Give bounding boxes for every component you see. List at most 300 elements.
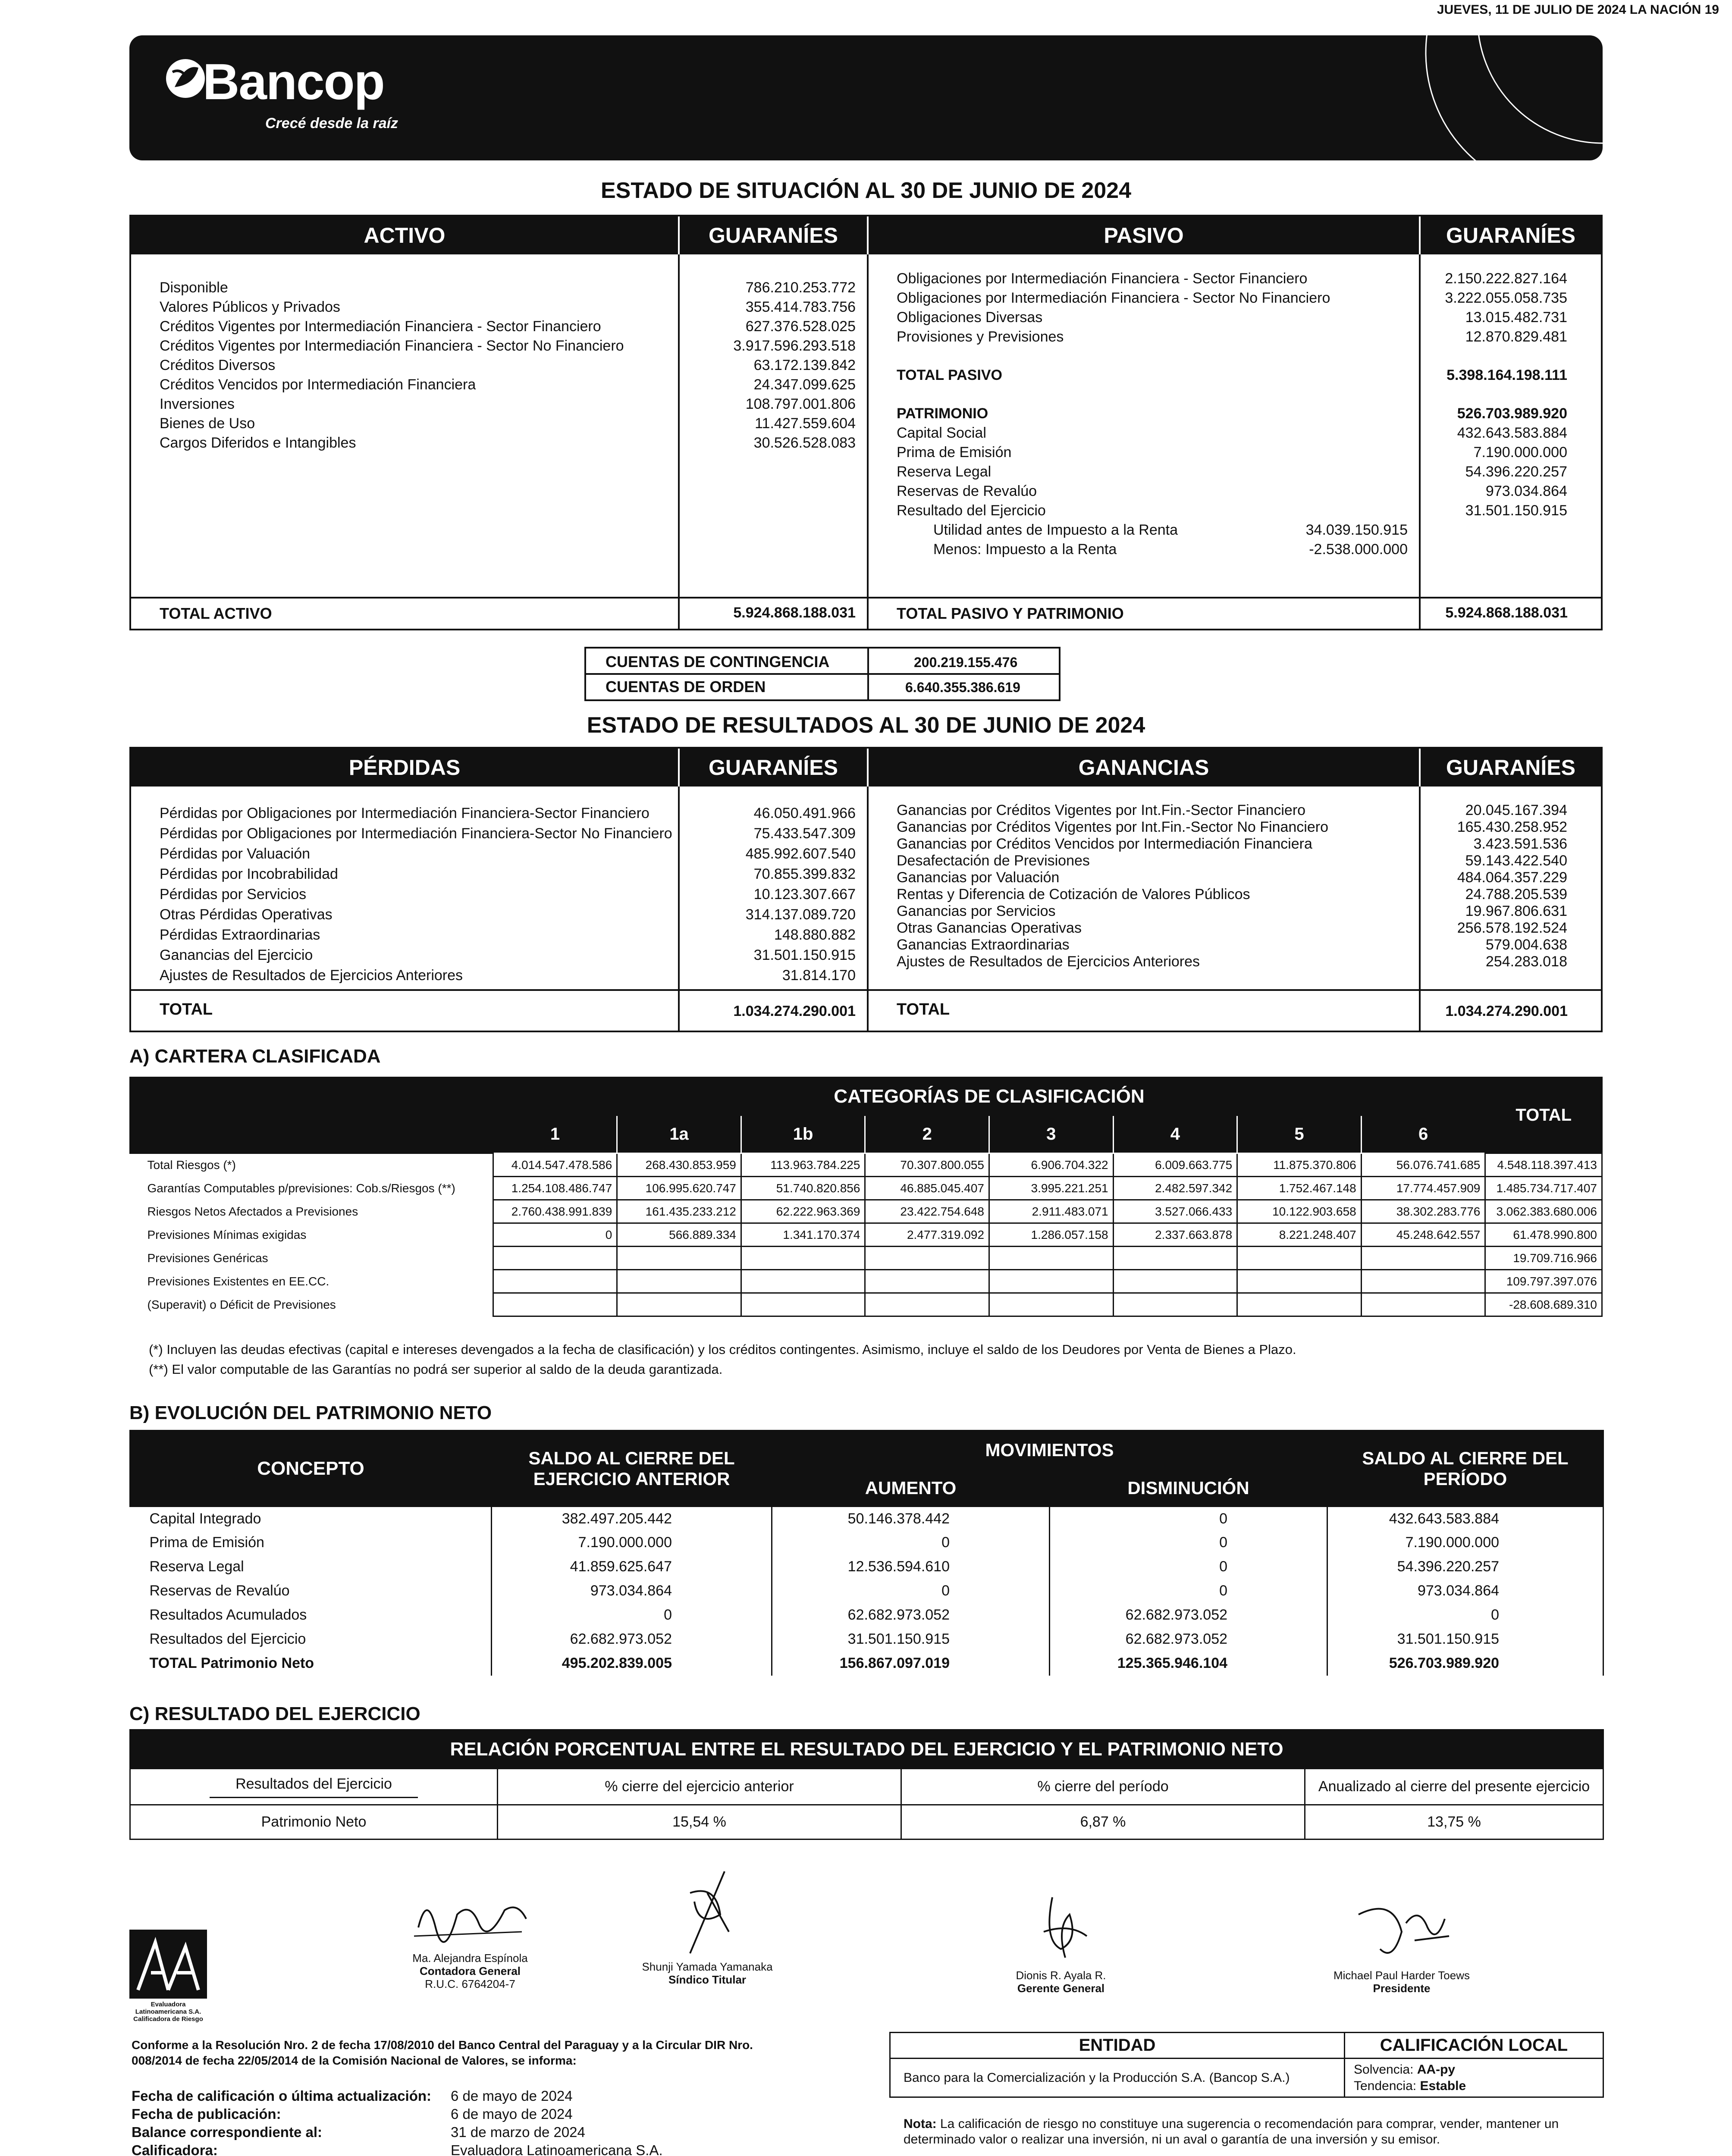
ganancias-label: Ganancias Extraordinarias bbox=[897, 937, 1070, 953]
evolucion-value-a: 62.682.973.052 bbox=[492, 1627, 772, 1651]
header-concepto: CONCEPTO bbox=[130, 1431, 492, 1507]
activo-label: Cargos Diferidos e Intangibles bbox=[160, 435, 356, 451]
col-cierre-periodo: % cierre del período bbox=[901, 1769, 1305, 1805]
pasivo-row-value: 3.222.055.058.735 bbox=[1445, 290, 1567, 306]
cartera-row-label: Garantías Computables p/previsiones: Cob.s/Riesgos (**) bbox=[147, 1181, 455, 1195]
evolucion-value-d: 526.703.989.920 bbox=[1327, 1651, 1603, 1676]
header-activo: ACTIVO bbox=[131, 216, 678, 254]
activo-row bbox=[160, 433, 970, 453]
total-perdidas-value: 1.034.274.290.001 bbox=[733, 1003, 856, 1019]
pasivo-row-value: 2.150.222.827.164 bbox=[1445, 270, 1567, 287]
activo-label: Créditos Vigentes por Intermediación Financiera - Sector Financiero bbox=[160, 318, 601, 335]
calificacion-intro: Conforme a la Resolución Nro. 2 de fecha 17/08/2010 del Banco Central del Paraguay y a la Circular DIR Nro. 008/2014 de fecha 22/05/2014 de la Comisión Nacional de Valores, se informa: bbox=[132, 2038, 753, 2067]
ganancias-row bbox=[897, 920, 1569, 937]
calificacion-local-header: CALIFICACIÓN LOCAL bbox=[1345, 2033, 1603, 2059]
cartera-notes bbox=[149, 1340, 1296, 1379]
col-anualizado: Anualizado al cierre del presente ejercicio bbox=[1305, 1769, 1603, 1805]
cartera-cell bbox=[865, 1293, 989, 1316]
ganancias-value: 59.143.422.540 bbox=[1465, 852, 1567, 869]
perdidas-value: 31.501.150.915 bbox=[753, 947, 856, 963]
cartera-cell: 1.341.170.374 bbox=[741, 1223, 865, 1247]
evolucion-value-c: 0 bbox=[1050, 1579, 1327, 1603]
cartera-row-label: (Superavit) o Déficit de Previsiones bbox=[147, 1297, 336, 1311]
calif-info-value: Evaluadora Latinoamericana S.A. bbox=[451, 2142, 663, 2156]
activo-value: 11.427.559.604 bbox=[755, 415, 856, 432]
col-resultados-ejercicio: Resultados del Ejercicio bbox=[130, 1769, 498, 1805]
entidad-name: Banco para la Comercialización y la Producción S.A. (Bancop S.A.) bbox=[890, 2059, 1345, 2097]
nota-block bbox=[904, 2116, 1602, 2147]
resultado-ejercicio-table bbox=[129, 1729, 1604, 1840]
cartera-cell bbox=[989, 1247, 1114, 1270]
calificadora-logo bbox=[129, 1930, 207, 2029]
cartera-cell bbox=[493, 1247, 617, 1270]
ganancias-row bbox=[897, 852, 1569, 869]
ganancias-value: 165.430.258.952 bbox=[1457, 819, 1567, 835]
activo-row bbox=[160, 395, 970, 414]
evolucion-value-d: 432.643.583.884 bbox=[1327, 1507, 1603, 1531]
perdidas-list bbox=[160, 804, 856, 986]
evolucion-value-c: 62.682.973.052 bbox=[1050, 1627, 1327, 1651]
activo-value: 786.210.253.772 bbox=[745, 279, 856, 296]
cartera-cell bbox=[1361, 1270, 1485, 1293]
cartera-row-label: Previsiones Genéricas bbox=[147, 1251, 268, 1265]
header-ganancias: GANANCIAS bbox=[869, 749, 1419, 787]
cartera-cell: 62.222.963.369 bbox=[741, 1200, 865, 1223]
evolucion-value-c: 0 bbox=[1050, 1531, 1327, 1555]
ganancias-row bbox=[897, 836, 1569, 852]
activo-row bbox=[160, 317, 970, 336]
activo-row bbox=[160, 336, 970, 356]
cartera-total-header: TOTAL bbox=[1485, 1078, 1602, 1153]
ganancias-label: Desafectación de Previsiones bbox=[897, 852, 1090, 869]
utilidad-row-label: Utilidad antes de Impuesto a la Renta bbox=[933, 522, 1178, 538]
perdidas-value: 10.123.307.667 bbox=[753, 886, 856, 903]
categoria-col-3: 3 bbox=[989, 1116, 1114, 1153]
cartera-cell bbox=[989, 1270, 1114, 1293]
cartera-row-label: Previsiones Mínimas exigidas bbox=[147, 1228, 307, 1241]
signature-icon bbox=[664, 1867, 750, 1958]
evolucion-value-a: 7.190.000.000 bbox=[492, 1531, 772, 1555]
impuesto-row-value: -2.538.000.000 bbox=[1309, 541, 1408, 558]
cartera-note-1: (*) Incluyen las deudas efectivas (capital e intereses devengados a la fecha de clasificación) y los créditos contingentes. Asimismo, incluye el saldo de los Deudores por Venta de Bienes a Plazo. bbox=[149, 1342, 1296, 1357]
total-activo-label: TOTAL ACTIVO bbox=[160, 605, 272, 622]
total-ganancias-value: 1.034.274.290.001 bbox=[1445, 1003, 1568, 1019]
ganancias-label: Ganancias por Servicios bbox=[897, 903, 1056, 919]
evolucion-value-d: 0 bbox=[1327, 1603, 1603, 1627]
activo-label: Valores Públicos y Privados bbox=[160, 299, 340, 315]
calif-info-value: 6 de mayo de 2024 bbox=[451, 2106, 573, 2122]
pct-cierre-anterior: 15,54 % bbox=[498, 1805, 901, 1839]
cartera-cell: 106.995.620.747 bbox=[617, 1177, 741, 1200]
evolucion-value-b: 0 bbox=[772, 1531, 1050, 1555]
pasivo-row bbox=[897, 288, 1585, 308]
ganancias-value: 579.004.638 bbox=[1485, 937, 1567, 953]
cartera-cell bbox=[1361, 1247, 1485, 1270]
pasivo-row-value: 12.870.829.481 bbox=[1465, 329, 1567, 345]
categoria-col-5: 5 bbox=[1237, 1116, 1362, 1153]
categoria-col-1a: 1a bbox=[617, 1116, 741, 1153]
total-activo-value: 5.924.868.188.031 bbox=[733, 605, 856, 621]
ganancias-row bbox=[897, 953, 1569, 970]
pasivo-list bbox=[897, 269, 1585, 559]
solvencia-value: AA-py bbox=[1417, 2062, 1456, 2077]
total-pasivo-patrimonio-label: TOTAL PASIVO Y PATRIMONIO bbox=[897, 605, 1124, 622]
relacion-header: RELACIÓN PORCENTUAL ENTRE EL RESULTADO DEL EJERCICIO Y EL PATRIMONIO NETO bbox=[130, 1730, 1603, 1769]
calif-info-label: Fecha de publicación: bbox=[132, 2106, 281, 2122]
solvencia-label: Solvencia: bbox=[1354, 2062, 1414, 2077]
cartera-title: A) CARTERA CLASIFICADA bbox=[129, 1046, 381, 1067]
total-pasivo-label: TOTAL PASIVO bbox=[897, 367, 1002, 383]
ganancias-value: 254.283.018 bbox=[1485, 953, 1567, 970]
perdidas-row bbox=[160, 885, 856, 905]
header-movimientos: MOVIMIENTOS bbox=[772, 1431, 1327, 1470]
perdidas-row bbox=[160, 946, 856, 966]
ganancias-label: Rentas y Diferencia de Cotización de Valores Públicos bbox=[897, 886, 1250, 903]
cartera-cell bbox=[493, 1293, 617, 1316]
perdidas-label: Pérdidas por Valuación bbox=[160, 846, 311, 862]
calif-info-label: Calificadora: bbox=[132, 2142, 218, 2156]
header-saldo-periodo: SALDO AL CIERRE DEL PERÍODO bbox=[1327, 1431, 1603, 1507]
evolucion-label: Resultados Acumulados bbox=[149, 1607, 307, 1623]
patrimonio bbox=[897, 404, 1585, 423]
impuesto-row bbox=[897, 540, 1585, 559]
calif-info-row bbox=[132, 2141, 908, 2156]
ganancias-label: Ganancias por Créditos Vencidos por Intermediación Financiera bbox=[897, 836, 1312, 852]
ganancias-value: 3.423.591.536 bbox=[1473, 836, 1567, 852]
row-patrimonio-neto: Patrimonio Neto bbox=[130, 1805, 498, 1839]
entidad-header: ENTIDAD bbox=[890, 2033, 1345, 2059]
pasivo-row bbox=[897, 269, 1585, 288]
activo-list bbox=[160, 278, 970, 453]
cartera-cell bbox=[1237, 1270, 1362, 1293]
cartera-cell: 1.286.057.158 bbox=[989, 1223, 1114, 1247]
ganancias-row bbox=[897, 886, 1569, 903]
ganancias-value: 256.578.192.524 bbox=[1457, 920, 1567, 936]
evolucion-value-b: 31.501.150.915 bbox=[772, 1627, 1050, 1651]
cartera-cell: 0 bbox=[493, 1223, 617, 1247]
cartera-cell bbox=[617, 1293, 741, 1316]
tendencia-value: Estable bbox=[1420, 2078, 1466, 2093]
pasivo-row bbox=[897, 308, 1585, 327]
pasivo-row-label: Obligaciones por Intermediación Financiera - Sector Financiero bbox=[897, 270, 1308, 287]
patrimonio-row-value: 54.396.220.257 bbox=[1465, 464, 1567, 480]
patrimonio-row bbox=[897, 462, 1585, 482]
perdidas-row bbox=[160, 905, 856, 925]
cartera-total-cell: 3.062.383.680.006 bbox=[1485, 1200, 1602, 1223]
impuesto-row-label: Menos: Impuesto a la Renta bbox=[933, 541, 1117, 558]
evolucion-value-b: 62.682.973.052 bbox=[772, 1603, 1050, 1627]
activo-row bbox=[160, 356, 970, 375]
total-pasivo bbox=[897, 366, 1585, 385]
perdidas-label: Pérdidas Extraordinarias bbox=[160, 927, 320, 943]
cartera-total-cell: 109.797.397.076 bbox=[1485, 1270, 1602, 1293]
utilidad-row bbox=[897, 520, 1585, 540]
cartera-cell bbox=[1113, 1270, 1237, 1293]
activo-value: 3.917.596.293.518 bbox=[733, 338, 856, 354]
patrimonio-row bbox=[897, 423, 1585, 443]
cartera-row-label: Previsiones Existentes en EE.CC. bbox=[147, 1274, 329, 1288]
header-disminucion: DISMINUCIÓN bbox=[1050, 1470, 1327, 1507]
cartera-cell: 46.885.045.407 bbox=[865, 1177, 989, 1200]
perdidas-label: Pérdidas por Obligaciones por Intermediación Financiera-Sector No Financiero bbox=[160, 825, 672, 842]
evolucion-total-row bbox=[130, 1651, 1603, 1676]
activo-label: Disponible bbox=[160, 279, 228, 296]
calif-info-label: Balance correspondiente al: bbox=[132, 2124, 322, 2140]
cartera-cell bbox=[617, 1247, 741, 1270]
utilidad-row-value: 34.039.150.915 bbox=[1305, 522, 1408, 538]
perdidas-row bbox=[160, 844, 856, 865]
patrimonio-row-value: 7.190.000.000 bbox=[1473, 444, 1567, 461]
calif-info-label: Fecha de calificación o última actualización: bbox=[132, 2088, 432, 2104]
evolucion-value-d: 973.034.864 bbox=[1327, 1579, 1603, 1603]
evolucion-value-d: 7.190.000.000 bbox=[1327, 1531, 1603, 1555]
firma-contadora: Ma. Alejandra Espínola Contadora General R.U.C. 6764204-7 bbox=[375, 1884, 565, 1990]
evolucion-value-c: 0 bbox=[1050, 1555, 1327, 1579]
bank-logo-tagline: Crecé desde la raíz bbox=[265, 115, 398, 132]
ganancias-row bbox=[897, 819, 1569, 836]
evolucion-label: Resultados del Ejercicio bbox=[149, 1631, 306, 1647]
cartera-cell bbox=[617, 1270, 741, 1293]
evolucion-table bbox=[129, 1430, 1604, 1676]
cartera-cell: 45.248.642.557 bbox=[1361, 1223, 1485, 1247]
categoria-col-1: 1 bbox=[493, 1116, 617, 1153]
cartera-cell: 11.875.370.806 bbox=[1237, 1153, 1362, 1177]
activo-value: 24.347.099.625 bbox=[753, 376, 856, 393]
situacion-table bbox=[129, 215, 1603, 630]
cartera-cell bbox=[741, 1247, 865, 1270]
cartera-cell: 2.760.438.991.839 bbox=[493, 1200, 617, 1223]
evolucion-value-a: 382.497.205.442 bbox=[492, 1507, 772, 1531]
cartera-cell: 268.430.853.959 bbox=[617, 1153, 741, 1177]
pasivo-row-value: 13.015.482.731 bbox=[1465, 309, 1567, 326]
evolucion-value-c: 62.682.973.052 bbox=[1050, 1603, 1327, 1627]
pasivo-row-label: Obligaciones por Intermediación Financiera - Sector No Financiero bbox=[897, 290, 1330, 306]
calificacion-values bbox=[1345, 2059, 1603, 2097]
cartera-cell: 23.422.754.648 bbox=[865, 1200, 989, 1223]
evolucion-value-b: 156.867.097.019 bbox=[772, 1651, 1050, 1676]
activo-row bbox=[160, 278, 970, 298]
perdidas-value: 75.433.547.309 bbox=[753, 825, 856, 842]
categoria-col-4: 4 bbox=[1113, 1116, 1237, 1153]
resultados-table bbox=[129, 747, 1603, 1032]
patrimonio-row-value: 432.643.583.884 bbox=[1457, 425, 1567, 441]
activo-label: Inversiones bbox=[160, 396, 235, 412]
cartera-cell bbox=[989, 1293, 1114, 1316]
ganancias-label: Ganancias por Créditos Vigentes por Int.Fin.-Sector No Financiero bbox=[897, 819, 1328, 835]
header-aumento: AUMENTO bbox=[772, 1470, 1050, 1507]
contingencia-label: CUENTAS DE CONTINGENCIA bbox=[606, 653, 830, 671]
header-guaranies-pasivo: GUARANÍES bbox=[1421, 216, 1601, 254]
evolucion-row bbox=[130, 1555, 1603, 1579]
categoria-col-2: 2 bbox=[865, 1116, 989, 1153]
cartera-cell: 3.995.221.251 bbox=[989, 1177, 1114, 1200]
cartera-cell bbox=[865, 1247, 989, 1270]
cartera-note-2: (**) El valor computable de las Garantías no podrá ser superior al saldo de la deuda garantizada. bbox=[149, 1362, 723, 1377]
activo-row bbox=[160, 298, 970, 317]
cartera-cell: 17.774.457.909 bbox=[1361, 1177, 1485, 1200]
evolucion-value-a: 495.202.839.005 bbox=[492, 1651, 772, 1676]
firma-presidente: Michael Paul Harder Toews Presidente bbox=[1307, 1897, 1497, 1995]
pasivo-row bbox=[897, 327, 1585, 347]
calificadora-logo-line-3: Calificadora de Riesgo bbox=[133, 2015, 203, 2023]
ganancias-row bbox=[897, 903, 1569, 920]
cartera-cell: 161.435.233.212 bbox=[617, 1200, 741, 1223]
calif-info-value: 31 de marzo de 2024 bbox=[451, 2124, 585, 2140]
evolucion-value-a: 973.034.864 bbox=[492, 1579, 772, 1603]
activo-label: Créditos Vigentes por Intermediación Financiera - Sector No Financiero bbox=[160, 338, 624, 354]
calificadora-logo-line-2: Latinoamericana S.A. bbox=[135, 2008, 201, 2015]
ganancias-value: 484.064.357.229 bbox=[1457, 869, 1567, 886]
cartera-cell bbox=[493, 1270, 617, 1293]
cartera-row bbox=[130, 1223, 1602, 1247]
cartera-cell: 8.221.248.407 bbox=[1237, 1223, 1362, 1247]
perdidas-row bbox=[160, 966, 856, 986]
orden-value: 6.640.355.386.619 bbox=[905, 680, 1020, 695]
perdidas-label: Pérdidas por Incobrabilidad bbox=[160, 866, 338, 882]
evolucion-row bbox=[130, 1603, 1603, 1627]
total-perdidas-label: TOTAL bbox=[160, 1000, 213, 1018]
ganancias-label: Ajustes de Resultados de Ejercicios Anteriores bbox=[897, 953, 1200, 970]
evolucion-row bbox=[130, 1627, 1603, 1651]
patrimonio-row-label: Prima de Emisión bbox=[897, 444, 1012, 461]
ganancias-value: 20.045.167.394 bbox=[1465, 802, 1567, 818]
perdidas-value: 70.855.399.832 bbox=[753, 866, 856, 882]
perdidas-value: 148.880.882 bbox=[774, 927, 856, 943]
evolucion-value-a: 41.859.625.647 bbox=[492, 1555, 772, 1579]
cartera-cell: 70.307.800.055 bbox=[865, 1153, 989, 1177]
patrimonio-row bbox=[897, 501, 1585, 520]
pasivo-row-label: Provisiones y Previsiones bbox=[897, 329, 1064, 345]
activo-value: 627.376.528.025 bbox=[745, 318, 856, 335]
cartera-cell: 6.906.704.322 bbox=[989, 1153, 1114, 1177]
evolucion-value-d: 54.396.220.257 bbox=[1327, 1555, 1603, 1579]
cartera-table bbox=[129, 1077, 1603, 1317]
calif-info-row bbox=[132, 2087, 908, 2105]
cartera-total-cell: 19.709.716.966 bbox=[1485, 1247, 1602, 1270]
cartera-row bbox=[130, 1270, 1602, 1293]
cartera-cell bbox=[1361, 1293, 1485, 1316]
cartera-cell bbox=[741, 1270, 865, 1293]
cartera-cell bbox=[741, 1293, 865, 1316]
cartera-total-cell: 1.485.734.717.407 bbox=[1485, 1177, 1602, 1200]
header-pasivo: PASIVO bbox=[869, 216, 1419, 254]
leaf-logo-icon bbox=[164, 55, 207, 102]
activo-row bbox=[160, 375, 970, 395]
cartera-row bbox=[130, 1293, 1602, 1316]
cartera-cell: 1.254.108.486.747 bbox=[493, 1177, 617, 1200]
pasivo-row-label: Obligaciones Diversas bbox=[897, 309, 1043, 326]
evolucion-label: Reservas de Revalúo bbox=[149, 1583, 290, 1599]
categorias-header: CATEGORÍAS DE CLASIFICACIÓN bbox=[493, 1078, 1485, 1116]
patrimonio-label: PATRIMONIO bbox=[897, 405, 988, 422]
header-saldo-anterior: SALDO AL CIERRE DEL EJERCICIO ANTERIOR bbox=[492, 1431, 772, 1507]
cartera-cell: 2.477.319.092 bbox=[865, 1223, 989, 1247]
patrimonio-row-value: 973.034.864 bbox=[1485, 483, 1567, 499]
evolucion-value-c: 0 bbox=[1050, 1507, 1327, 1531]
evolucion-row bbox=[130, 1579, 1603, 1603]
pct-anualizado: 13,75 % bbox=[1305, 1805, 1603, 1839]
cartera-total-cell: 61.478.990.800 bbox=[1485, 1223, 1602, 1247]
cartera-cell: 1.752.467.148 bbox=[1237, 1177, 1362, 1200]
perdidas-label: Ganancias del Ejercicio bbox=[160, 947, 313, 963]
evolucion-label: TOTAL Patrimonio Neto bbox=[149, 1655, 314, 1671]
activo-label: Bienes de Uso bbox=[160, 415, 255, 432]
tendencia-label: Tendencia: bbox=[1354, 2078, 1417, 2093]
evolucion-label: Prima de Emisión bbox=[149, 1534, 264, 1551]
activo-value: 30.526.528.083 bbox=[753, 435, 856, 451]
ganancias-value: 24.788.205.539 bbox=[1465, 886, 1567, 903]
nota-text: La calificación de riesgo no constituye una sugerencia o recomendación para comprar, vender, mantener un determinado valor o realizar una inversión, ni un aval o garantía de una inversión y su emisor. bbox=[904, 2117, 1559, 2147]
perdidas-label: Ajustes de Resultados de Ejercicios Anteriores bbox=[160, 967, 463, 984]
total-ganancias-label: TOTAL bbox=[897, 1000, 950, 1018]
evolucion-title: B) EVOLUCIÓN DEL PATRIMONIO NETO bbox=[129, 1402, 492, 1423]
cartera-row bbox=[130, 1177, 1602, 1200]
patrimonio-row-value: 31.501.150.915 bbox=[1465, 502, 1567, 519]
resultados-title: ESTADO DE RESULTADOS AL 30 DE JUNIO DE 2024 bbox=[587, 713, 1145, 738]
ganancias-label: Ganancias por Créditos Vigentes por Int.Fin.-Sector Financiero bbox=[897, 802, 1306, 818]
decorative-arcs bbox=[1301, 35, 1603, 160]
cartera-cell: 10.122.903.658 bbox=[1237, 1200, 1362, 1223]
perdidas-label: Pérdidas por Servicios bbox=[160, 886, 307, 903]
total-pasivo-patrimonio-value: 5.924.868.188.031 bbox=[1445, 605, 1568, 621]
cartera-cell: 2.911.483.071 bbox=[989, 1200, 1114, 1223]
perdidas-row bbox=[160, 804, 856, 824]
evolucion-value-b: 0 bbox=[772, 1579, 1050, 1603]
evolucion-value-b: 12.536.594.610 bbox=[772, 1555, 1050, 1579]
evolucion-value-a: 0 bbox=[492, 1603, 772, 1627]
signature-icon bbox=[1341, 1897, 1462, 1966]
perdidas-label: Otras Pérdidas Operativas bbox=[160, 906, 333, 923]
header-guaranies-perdidas: GUARANÍES bbox=[680, 749, 867, 787]
cartera-cell: 4.014.547.478.586 bbox=[493, 1153, 617, 1177]
cartera-total-cell: -28.608.689.310 bbox=[1485, 1293, 1602, 1316]
cartera-cell: 113.963.784.225 bbox=[741, 1153, 865, 1177]
categoria-col-1b: 1b bbox=[741, 1116, 865, 1153]
patrimonio-value: 526.703.989.920 bbox=[1457, 405, 1567, 422]
pct-cierre-periodo: 6,87 % bbox=[901, 1805, 1305, 1839]
perdidas-value: 46.050.491.966 bbox=[753, 805, 856, 821]
perdidas-row bbox=[160, 824, 856, 844]
perdidas-value: 485.992.607.540 bbox=[745, 846, 856, 862]
calif-info-row bbox=[132, 2123, 908, 2141]
ganancias-label: Otras Ganancias Operativas bbox=[897, 920, 1082, 936]
perdidas-row bbox=[160, 925, 856, 946]
evolucion-value-c: 125.365.946.104 bbox=[1050, 1651, 1327, 1676]
cartera-cell bbox=[1237, 1247, 1362, 1270]
entidad-table bbox=[889, 2032, 1604, 2098]
bank-logo-name: Bancop bbox=[203, 53, 384, 110]
cartera-cell bbox=[1113, 1293, 1237, 1316]
evolucion-value-d: 31.501.150.915 bbox=[1327, 1627, 1603, 1651]
perdidas-value: 31.814.170 bbox=[782, 967, 856, 984]
cartera-row bbox=[130, 1153, 1602, 1177]
evolucion-row bbox=[130, 1507, 1603, 1531]
activo-value: 355.414.783.756 bbox=[745, 299, 856, 315]
cartera-total-cell: 4.548.118.397.413 bbox=[1485, 1153, 1602, 1177]
patrimonio-row-label: Capital Social bbox=[897, 425, 986, 441]
cartera-cell bbox=[1237, 1293, 1362, 1316]
patrimonio-row bbox=[897, 482, 1585, 501]
resultado-ejercicio-title: C) RESULTADO DEL EJERCICIO bbox=[129, 1703, 420, 1724]
cartera-empty-header bbox=[130, 1078, 493, 1153]
activo-value: 108.797.001.806 bbox=[745, 396, 856, 412]
ela-logo-icon bbox=[129, 1930, 207, 1999]
cartera-cell: 2.337.663.878 bbox=[1113, 1223, 1237, 1247]
firma-sindico: Shunji Yamada Yamanaka Síndico Titular bbox=[612, 1867, 802, 1986]
calificacion-info bbox=[132, 2087, 908, 2156]
patrimonio-row-label: Resultado del Ejercicio bbox=[897, 502, 1046, 519]
ganancias-label: Ganancias por Valuación bbox=[897, 869, 1060, 886]
